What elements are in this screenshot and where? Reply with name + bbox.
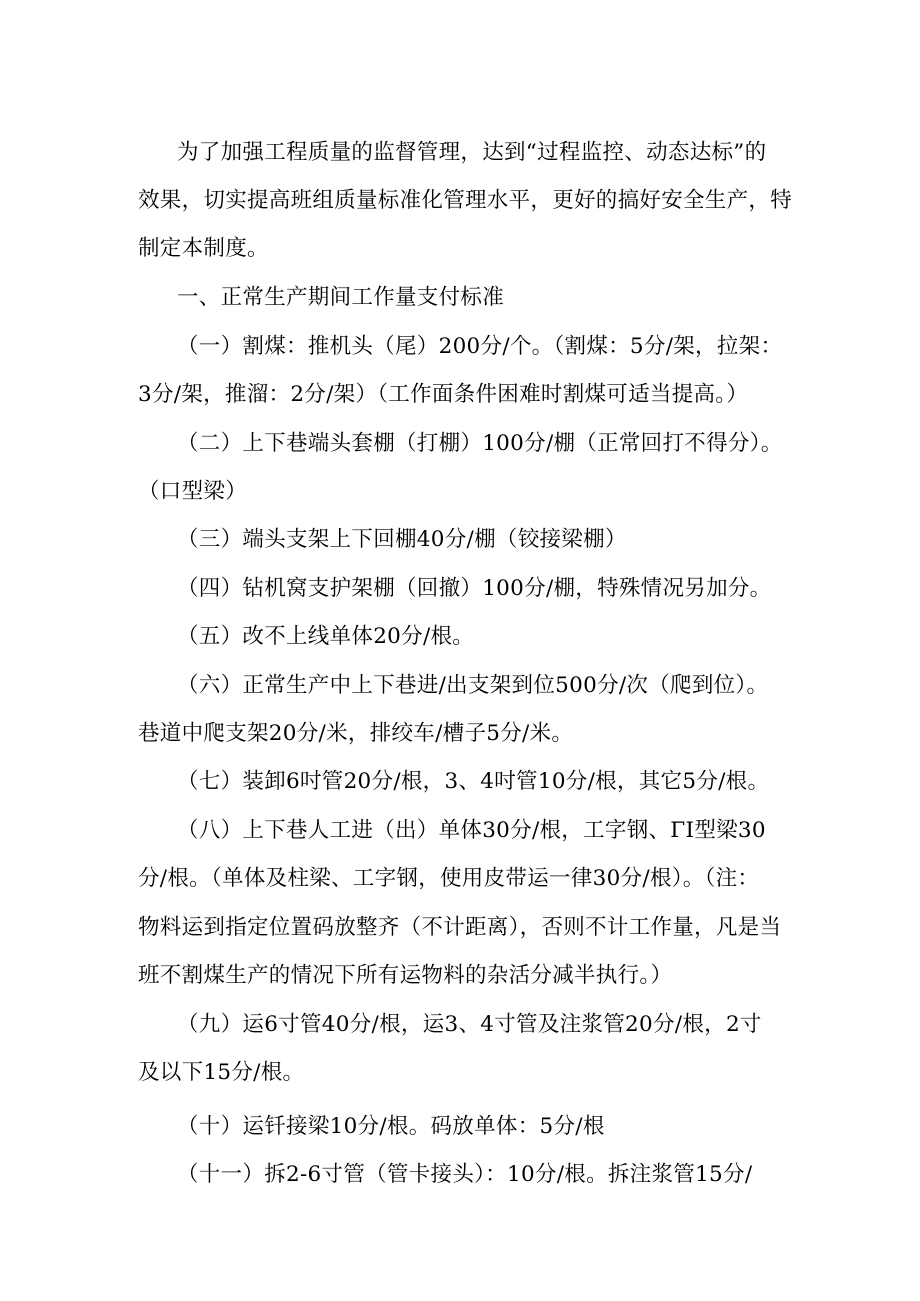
item-8-line-2: 分/根。（单体及柱梁、工字钢，使用皮带运一律30分/根）。（注： [138, 865, 760, 891]
item-2-line-1: （二）上下巷端头套棚（打棚）100分/棚（正常回打不得分）。 [177, 430, 783, 456]
item-2-line-2: （口型梁） [138, 478, 248, 504]
item-9-line-1: （九）运6寸管40分/根，运3、4寸管及注浆管20分/根，2寸 [177, 1011, 762, 1037]
item-9-line-2: 及以下15分/根。 [138, 1059, 305, 1085]
item-10: （十）运钎接梁10分/根。码放单体：5分/根 [177, 1113, 605, 1139]
intro-line-2: 效果，切实提高班组质量标准化管理水平，更好的搞好安全生产，特 [138, 187, 793, 213]
intro-line-3: 制定本制度。 [138, 235, 269, 261]
section-heading: 一、正常生产期间工作量支付标准 [177, 284, 505, 310]
item-8-line-4: 班不割煤生产的情况下所有运物料的杂活分减半执行。） [138, 962, 673, 988]
item-1-line-1: （一）割煤：推机头（尾）200分/个。（割煤：5分/架，拉架： [177, 333, 783, 359]
item-8-line-1: （八）上下巷人工进（出）单体30分/根，工字钢、ΓI型梁30 [177, 817, 766, 843]
item-7: （七）装卸6吋管20分/根，3、4吋管10分/根，其它5分/根。 [177, 768, 770, 794]
intro-line-1: 为了加强工程质量的监督管理，达到“过程监控、动态达标”的 [177, 139, 767, 165]
item-6-line-2: 巷道中爬支架20分/米，排绞车/槽子5分/米。 [138, 720, 574, 746]
item-6-line-1: （六）正常生产中上下巷进/出支架到位500分/次（爬到位）。 [177, 672, 769, 698]
item-3: （三）端头支架上下回棚40分/棚（铰接梁棚） [177, 526, 627, 552]
item-11-line-1: （十一）拆2-6寸管（管卡接头）：10分/根。拆注浆管15分/ [177, 1161, 753, 1187]
item-1-line-2: 3分/架，推溜：2分/架）（工作面条件困难时割煤可适当提高。） [138, 381, 749, 407]
item-5: （五）改不上线单体20分/根。 [177, 623, 475, 649]
item-8-line-3: 物料运到指定位置码放整齐（不计距离），否则不计工作量，凡是当 [138, 914, 782, 940]
item-4: （四）钻机窝支护架棚（回撤）100分/棚，特殊情况另加分。 [177, 575, 772, 601]
